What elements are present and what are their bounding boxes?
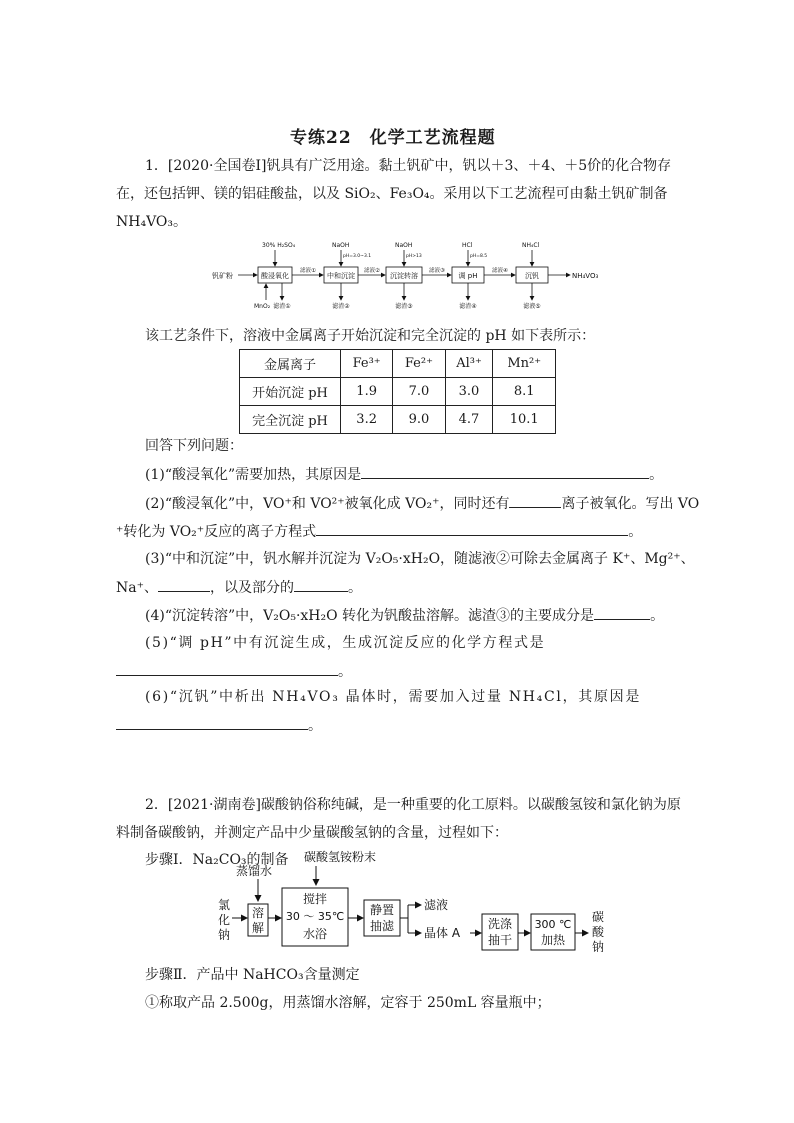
svg-text:解: 解 — [251, 921, 265, 935]
table-cell: 9.0 — [393, 406, 445, 434]
q1-part3-text-b: Na⁺、 — [116, 580, 158, 596]
q2-intro-line2: 料制备碳酸钠，并测定产品中少量碳酸氢钠的含量，过程如下： — [116, 825, 508, 841]
flow1-reagent-4: HCl — [462, 242, 473, 249]
flow1-residue-1: 滤渣① — [273, 303, 291, 310]
flow1-start: 钒矿粉 — [212, 272, 233, 280]
svg-text:搅拌: 搅拌 — [302, 892, 328, 906]
answer-blank[interactable] — [361, 464, 649, 479]
q1-part2-text-b: 离子被氧化。写出 VO — [561, 496, 700, 512]
flow2-right-2: 酸 — [592, 925, 605, 939]
answer-blank[interactable] — [509, 493, 561, 508]
flow1-residue-2: 滤渣② — [332, 303, 350, 310]
table-cell: 7.0 — [393, 378, 445, 406]
svg-text:洗涤: 洗涤 — [487, 917, 513, 931]
flow2-left-2: 化 — [218, 913, 231, 927]
flow1-step-3 — [386, 267, 422, 283]
svg-text:30 ～ 35℃: 30 ～ 35℃ — [285, 910, 345, 923]
flow1-bottom-reagent: MnO₂ — [254, 303, 271, 310]
table-header-cell: Al³⁺ — [445, 350, 493, 378]
flow2-right-1: 碳 — [592, 910, 605, 924]
table-header-cell: Fe³⁺ — [341, 350, 393, 378]
svg-text:水浴: 水浴 — [302, 927, 328, 941]
flow1-reagent-1: 30% H₂SO₄ — [262, 242, 296, 249]
answer-blank[interactable] — [158, 577, 210, 592]
flow1-condition-3: pH>13 — [406, 254, 422, 259]
q1-part2-end: 。 — [628, 524, 643, 540]
table-header-row — [240, 350, 556, 378]
flow1-reagent-5: NH₄Cl — [522, 242, 540, 249]
q1-part2-line1 — [145, 493, 699, 514]
q1-part4-text: (4)“沉淀转溶”中，V₂O₅·xH₂O 转化为钒酸盐溶解。滤渣③的主要成分是 — [145, 608, 595, 624]
q1-part3-line1: (3)“中和沉淀”中，钒水解并沉淀为 V₂O₅·xH₂O，随滤液②可除去金属离子 K⁺、Mg²⁺、 — [145, 551, 695, 567]
answer-blank[interactable] — [294, 577, 348, 592]
flow1-product: NH₄VO₃ — [572, 272, 599, 280]
q2-intro-line1: 2．[2021·湖南卷]碳酸钠俗称纯碱，是一种重要的化工原料。以碳酸氢铵和氯化钠为原 — [145, 797, 681, 813]
flow2-box-filter — [364, 900, 400, 936]
svg-text:300 ℃: 300 ℃ — [534, 918, 572, 931]
q1-part5-answer-line — [116, 661, 352, 682]
flow1-filtrate-4: 滤液④ — [492, 268, 508, 274]
q1-part6-answer-line — [116, 715, 322, 736]
table-cell: 开始沉淀 pH — [240, 378, 341, 406]
table-header-cell: Fe²⁺ — [393, 350, 445, 378]
q1-part2-text-a: (2)“酸浸氧化”中，VO⁺和 VO²⁺被氧化成 VO₂⁺，同时还有 — [145, 496, 510, 512]
svg-text:静置: 静置 — [369, 903, 395, 917]
q1-part1-text: (1)“酸浸氧化”需要加热，其原因是 — [145, 467, 362, 483]
q1-part5-end: 。 — [338, 664, 352, 680]
answer-blank[interactable] — [594, 605, 650, 620]
q2-flowchart — [212, 846, 612, 956]
q1-part6: (6)“沉钒”中析出 NH₄VO₃ 晶体时，需要加入过量 NH₄Cl，其原因是 — [145, 689, 642, 705]
table-row — [240, 378, 556, 406]
svg-text:沉钒: 沉钒 — [525, 272, 539, 280]
flow1-condition-2: pH=3.0~3.1 — [343, 254, 372, 259]
flow2-box-dissolve — [248, 904, 268, 936]
answer-blank[interactable] — [116, 715, 308, 730]
q1-part3-line2 — [116, 577, 362, 598]
table-cell: 1.9 — [341, 378, 393, 406]
svg-text:中和沉淀: 中和沉淀 — [327, 272, 355, 280]
q1-flowchart — [212, 238, 612, 318]
q2-step2-heading: 步骤Ⅱ．产品中 NaHCO₃含量测定 — [145, 967, 360, 983]
table-header-cell: 金属离子 — [240, 350, 341, 378]
flow2-right-3: 钠 — [592, 940, 605, 954]
svg-text:酸浸氧化: 酸浸氧化 — [261, 272, 289, 280]
q1-part2-line2 — [116, 521, 642, 542]
table-cell: 3.2 — [341, 406, 393, 434]
flow1-residue-3: 滤渣③ — [395, 303, 413, 310]
svg-text:加热: 加热 — [540, 933, 566, 947]
q1-table-intro: 该工艺条件下，溶液中金属离子开始沉淀和完全沉淀的 pH 如下表所示： — [145, 328, 596, 344]
flow2-box-wash — [482, 914, 518, 950]
flow1-filtrate-1: 滤液① — [300, 268, 316, 274]
flow1-filtrate-3: 滤液③ — [429, 268, 445, 274]
svg-text:抽滤: 抽滤 — [369, 919, 395, 933]
flow2-box-heat — [531, 914, 575, 950]
q1-part1 — [145, 464, 663, 485]
q1-intro-line3: NH₄VO₃。 — [116, 214, 188, 230]
table-header-cell: Mn²⁺ — [493, 350, 556, 378]
flow1-step-2 — [324, 267, 358, 283]
flow1-reagent-3: NaOH — [395, 242, 413, 249]
q1-part3-end: 。 — [348, 580, 362, 596]
q1-part6-end: 。 — [308, 718, 322, 734]
flow1-step-5 — [516, 267, 548, 283]
table-cell: 8.1 — [493, 378, 556, 406]
flow2-box-stir — [282, 888, 348, 946]
table-row — [240, 406, 556, 434]
table-cell: 4.7 — [445, 406, 493, 434]
q1-part1-end: 。 — [649, 467, 664, 483]
svg-text:沉淀转溶: 沉淀转溶 — [390, 272, 418, 280]
page-title: 专练22 化学工艺流程题 — [290, 128, 496, 148]
flow1-condition-4: pH=8.5 — [470, 254, 488, 259]
table-cell: 3.0 — [445, 378, 493, 406]
answer-prompt: 回答下列问题： — [145, 438, 243, 454]
answer-blank[interactable] — [316, 521, 628, 536]
svg-text:抽干: 抽干 — [487, 933, 513, 947]
q1-intro-line2: 在，还包括钾、镁的铝硅酸盐，以及 SiO₂、Fe₃O₄。采用以下工艺流程可由黏土钒矿制备 — [116, 186, 668, 202]
flow2-powder: 碳酸氢铵粉末 — [304, 850, 377, 864]
flow2-crystal: 晶体 A — [424, 926, 461, 940]
flow2-filtrate: 滤液 — [424, 898, 449, 912]
q1-part3-text-c: ，以及部分的 — [210, 580, 294, 596]
svg-text:溶: 溶 — [251, 906, 265, 920]
table-cell: 完全沉淀 pH — [240, 406, 341, 434]
flow1-step-4 — [452, 267, 484, 283]
flow1-residue-4: 滤渣④ — [459, 303, 477, 310]
table-cell: 10.1 — [493, 406, 556, 434]
q1-part2-text-c: ⁺转化为 VO₂⁺反应的离子方程式 — [116, 524, 317, 540]
q1-part4-end: 。 — [650, 608, 665, 624]
ph-table — [239, 349, 556, 434]
q1-part5: (5)“调 pH”中有沉淀生成，生成沉淀反应的化学方程式是 — [145, 635, 546, 651]
flow1-filtrate-2: 滤液② — [364, 268, 380, 274]
flow1-step-1 — [258, 267, 292, 283]
q2-step1-heading: 步骤Ⅰ．Na₂CO₃的制备 — [145, 852, 289, 868]
flow1-reagent-2: NaOH — [332, 242, 350, 249]
q2-step2-item1: ①称取产品 2.500g，用蒸馏水溶解，定容于 250mL 容量瓶中； — [145, 995, 551, 1011]
q1-intro-line1: 1．[2020·全国卷Ⅰ]钒具有广泛用途。黏土钒矿中，钒以＋3、＋4、＋5价的化合物存 — [145, 158, 672, 174]
q1-part4 — [145, 605, 664, 626]
flow1-residue-5: 滤液⑤ — [523, 303, 541, 310]
answer-blank[interactable] — [116, 661, 338, 676]
flow2-water: 蒸馏水 — [236, 864, 273, 878]
flow2-left-1: 氯 — [218, 898, 231, 912]
svg-text:调 pH: 调 pH — [458, 272, 478, 280]
flow2-left-3: 钠 — [218, 928, 231, 942]
